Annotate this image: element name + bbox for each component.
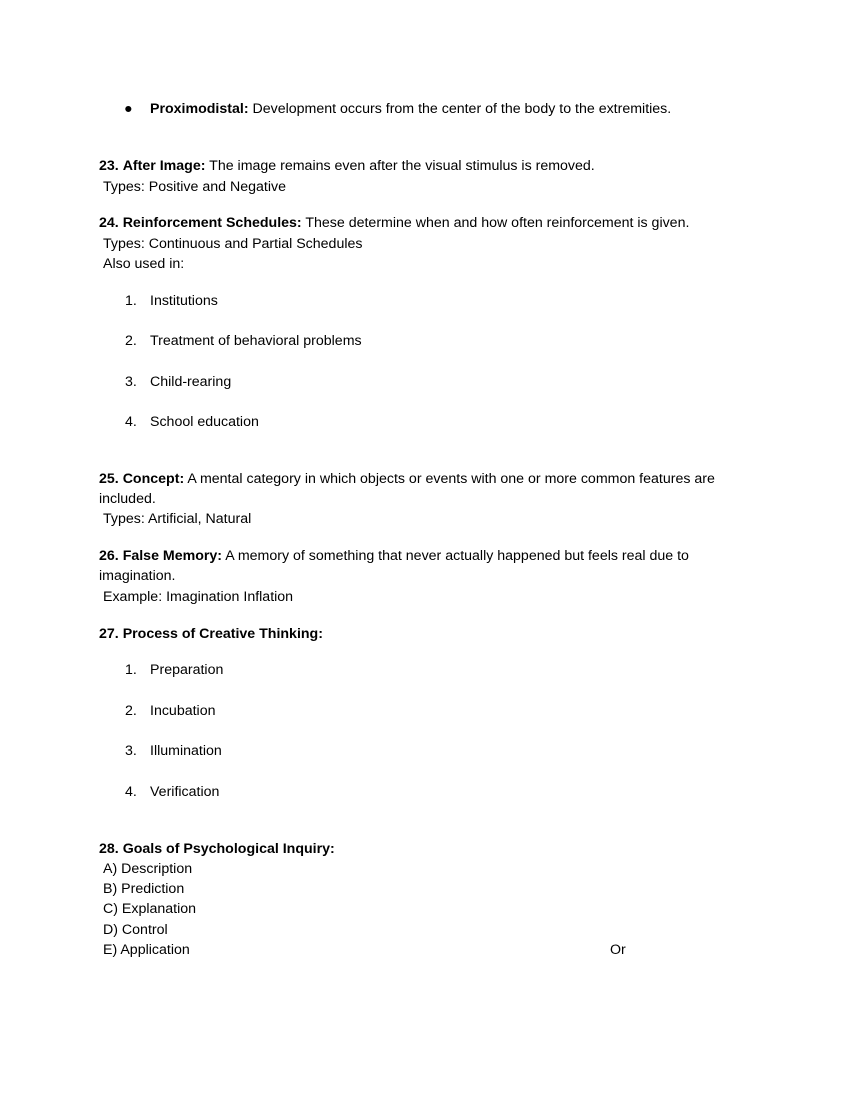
term: Process of Creative Thinking: xyxy=(122,626,323,642)
term: After Image: xyxy=(122,158,206,174)
section-25-types: Types: Artificial, Natural xyxy=(103,511,252,527)
list-number: 2. xyxy=(125,333,137,349)
list-item: Illumination xyxy=(150,743,222,759)
list-number: 2. xyxy=(125,703,137,719)
section-28-heading xyxy=(99,839,335,859)
bullet-marker: ● xyxy=(124,101,133,117)
list-item: School education xyxy=(150,414,259,430)
goal-item: B) Prediction xyxy=(103,881,185,897)
term: False Memory: xyxy=(122,548,223,564)
list-number: 3. xyxy=(125,743,137,759)
definition: A mental category in which objects or events with one or more common features are included. xyxy=(99,471,715,507)
list-item: Institutions xyxy=(150,293,218,309)
list-number: 4. xyxy=(125,784,137,800)
goal-item: A) Description xyxy=(103,861,193,877)
definition: Development occurs from the center of the body to the extremities. xyxy=(248,101,672,117)
list-number: 1. xyxy=(125,293,137,309)
bullet-item-proximodistal xyxy=(150,99,671,119)
section-24-heading xyxy=(99,213,689,233)
definition: These determine when and how often reinforcement is given. xyxy=(301,215,690,231)
section-number: 28. xyxy=(99,841,119,857)
term: Goals of Psychological Inquiry: xyxy=(122,841,335,857)
list-item: Child-rearing xyxy=(150,374,232,390)
section-24-also: Also used in: xyxy=(103,256,185,272)
or-label: Or xyxy=(610,942,626,958)
section-26-example: Example: Imagination Inflation xyxy=(103,589,294,605)
list-item: Incubation xyxy=(150,703,216,719)
term: Reinforcement Schedules: xyxy=(122,215,302,231)
list-item: Treatment of behavioral problems xyxy=(150,333,362,349)
list-number: 4. xyxy=(125,414,137,430)
section-number: 23. xyxy=(99,158,119,174)
section-number: 24. xyxy=(99,215,119,231)
term: Concept: xyxy=(122,471,185,487)
list-number: 1. xyxy=(125,662,137,678)
definition: A memory of something that never actually happened but feels real due to imagination. xyxy=(99,548,689,584)
section-number: 26. xyxy=(99,548,119,564)
term: Proximodistal: xyxy=(150,101,249,117)
section-number: 27. xyxy=(99,626,119,642)
goal-item: C) Explanation xyxy=(103,901,197,917)
section-26-heading xyxy=(99,546,744,586)
list-item: Preparation xyxy=(150,662,224,678)
section-number: 25. xyxy=(99,471,119,487)
section-24-types: Types: Continuous and Partial Schedules xyxy=(103,236,363,252)
goal-item: D) Control xyxy=(103,922,168,938)
list-item: Verification xyxy=(150,784,220,800)
goal-item: E) Application xyxy=(103,942,190,958)
section-27-heading xyxy=(99,624,323,644)
definition: The image remains even after the visual stimulus is removed. xyxy=(205,158,595,174)
section-25-heading xyxy=(99,469,744,509)
list-number: 3. xyxy=(125,374,137,390)
section-23-types: Types: Positive and Negative xyxy=(103,179,286,195)
section-23-heading xyxy=(99,156,595,176)
